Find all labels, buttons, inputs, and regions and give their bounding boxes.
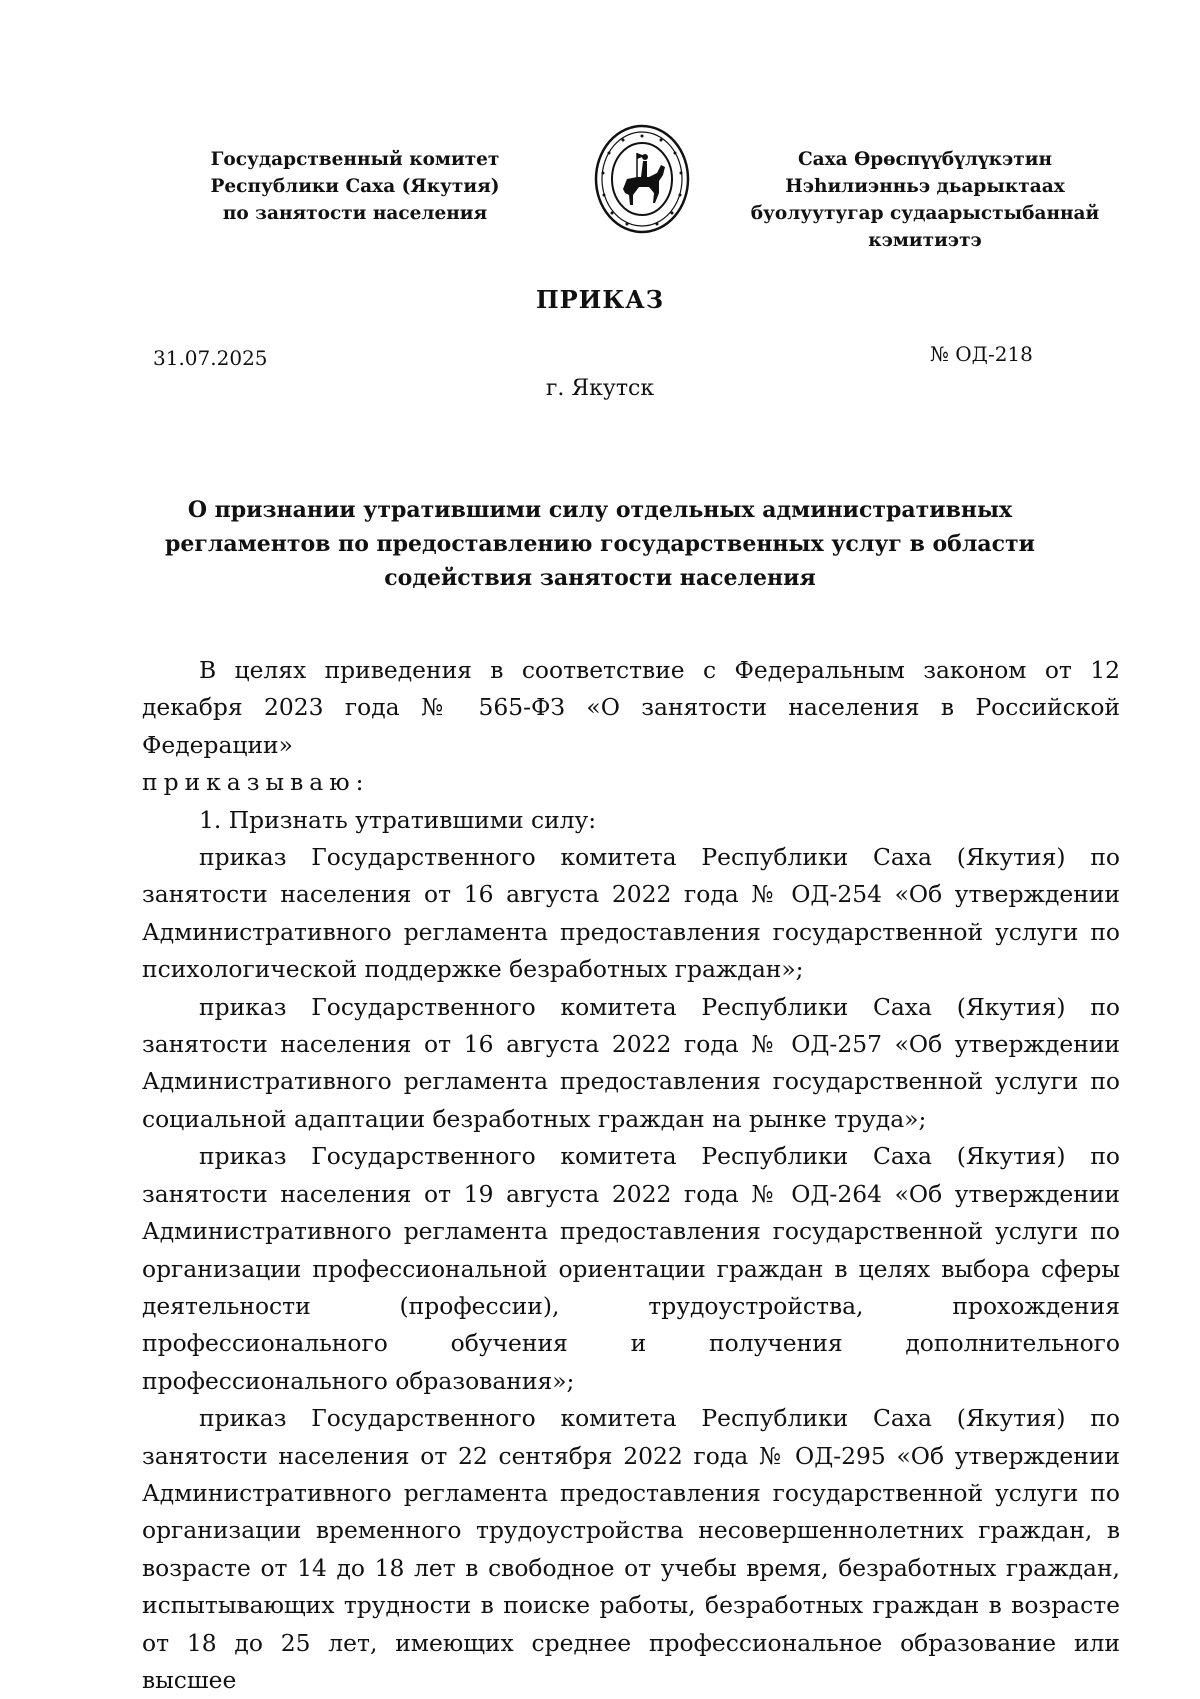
document-title-line: содействия занятости населения: [384, 565, 816, 591]
header-right-organization: [740, 146, 1110, 254]
header-left-organization: [190, 146, 520, 227]
revoked-order-paragraph: приказ Государственного комитета Республики Саха (Якутия) по занятости населения от 16 августа 2022 года № ОД-257 «Об утверждении Административного регламента предоставления государственной услуги по социальной адаптации безработных граждан на рынке труда»;: [142, 992, 1120, 1133]
document-city: г. Якутск: [545, 376, 655, 401]
revoked-order-paragraph: приказ Государственного комитета Республики Саха (Якутия) по занятости населения от 22 сентября 2022 года № ОД-295 «Об утверждении Административного регламента предоставления государственной услуги по организации временного трудоустройства несовершеннолетних граждан, в возрасте от 14 до 18 лет в свободное от учебы время, безработных граждан, испытывающих трудности в поиске работы, безработных граждан в возрасте от 18 до 25 лет, имеющих среднее профессиональное образование или высшее: [142, 1404, 1120, 1694]
header-left-line: Государственный комитет: [210, 149, 500, 170]
revoked-order-paragraph: приказ Государственного комитета Республики Саха (Якутия) по занятости населения от 16 августа 2022 года № ОД-254 «Об утверждении Административного регламента предоставления государственной услуги по психологической поддержке безработных граждан»;: [142, 843, 1120, 984]
item-1-paragraph: 1. Признать утратившими силу:: [199, 805, 597, 834]
document-number: № ОД-218: [930, 342, 1033, 366]
header-right-line: буолуутугар судаарыстыбаннай: [750, 203, 1100, 224]
header-right-line: Саха Өрөспүүбүлүкэтин: [797, 149, 1053, 170]
revoked-order-paragraph: приказ Государственного комитета Республики Саха (Якутия) по занятости населения от 19 августа 2022 года № ОД-264 «Об утверждении Административного регламента предоставления государственной услуги по организации профессиональной ориентации граждан в целях выбора сферы деятельности (профессии), трудоустройства, прохождения профессионального обучения и получения дополнительного профессионального образования»;: [142, 1142, 1120, 1395]
header-right-line: кэмитиэтэ: [868, 230, 982, 251]
document-body: [142, 652, 1120, 1699]
document-title-line: О признании утратившими силу отдельных административных: [187, 497, 1013, 523]
coat-of-arms-emblem: [593, 123, 691, 235]
header-left-line: Республики Саха (Якутия): [210, 176, 500, 197]
intro-paragraph: [142, 652, 1120, 802]
header-left-line: по занятости населения: [222, 203, 488, 224]
document-title: [150, 493, 1050, 595]
order-word: приказываю:: [142, 768, 370, 797]
document-title-line: регламентов по предоставлению государственных услуг в области: [165, 531, 1035, 557]
document-type: ПРИКАЗ: [535, 285, 665, 314]
document-date: 31.07.2025: [153, 346, 268, 370]
header-right-line: Нэһилиэнньэ дьарыктаах: [785, 176, 1065, 197]
intro-text: В целях приведения в соответствие с Федеральным законом от 12 декабря 2023 года № 565-ФЗ «О занятости населения в Российской Федерации»: [142, 656, 1120, 759]
